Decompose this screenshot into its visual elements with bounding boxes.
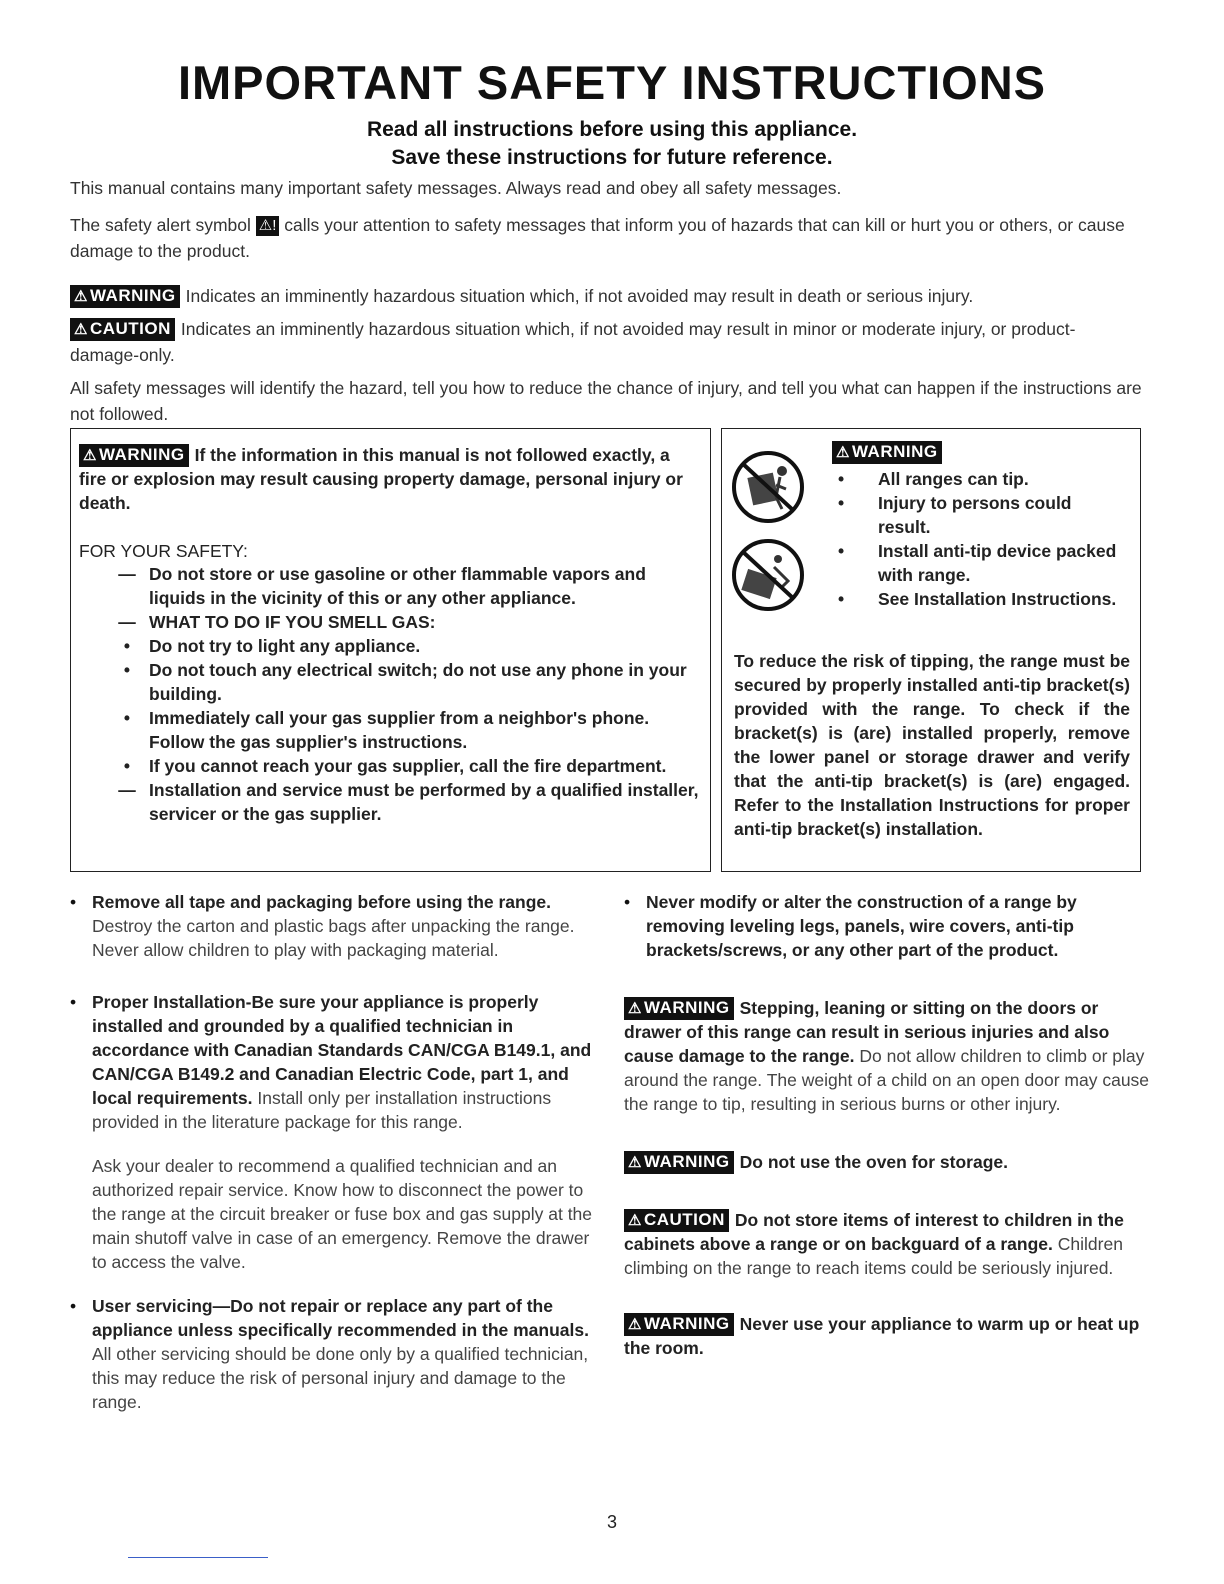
alert-triangle-icon: ⚠: [628, 1212, 642, 1229]
modify-item: • Never modify or alter the construction of a range by removing leveling legs, panels, wire covers, anti-tip brackets/screws, or any other part of the product.: [624, 892, 1077, 960]
caution-definition: [70, 316, 1130, 368]
dealer-paragraph: Ask your dealer to recommend a qualified technician and an authorized repair service. Know how to disconnect the power to the range at the circuit breaker or fuse box and gas supply at the main shutoff valve in case of an emergency. Remove the drawer to access the valve.: [92, 1156, 593, 1272]
subtitle-save: Save these instructions for future reference.: [391, 146, 833, 169]
warning-definition-text: Indicates an imminently hazardous situation which, if not avoided may result in death or serious injury.: [185, 286, 974, 306]
list-item: • See Installation Instructions.: [838, 589, 1117, 609]
warning-badge: ⚠ WARNING: [624, 997, 734, 1020]
page-title: IMPORTANT SAFETY INSTRUCTIONS: [177, 56, 1047, 109]
warning-definition: [70, 283, 1160, 309]
alert-triangle-icon: ⚠!: [256, 216, 280, 236]
alert-triangle-icon: ⚠: [836, 444, 850, 461]
left-column: [70, 890, 598, 1414]
right-column: [624, 890, 1152, 1360]
children-caution: ⚠ CAUTION Do not store items of interest to children in the cabinets above a range or on backguard of a range. Children climbing on the range to reach items could be seriously injured.: [624, 1210, 1124, 1278]
page-number: 3: [606, 1512, 617, 1532]
list-item: • Do not try to light any appliance.: [123, 636, 421, 656]
packaging-item: • Remove all tape and packaging before using the range. Destroy the carton and plastic bags after unpacking the range. Never allow children to play with packaging material.: [70, 892, 575, 960]
footer-rule: [128, 1557, 268, 1558]
for-your-safety-heading: FOR YOUR SAFETY:: [79, 541, 248, 561]
alert-triangle-icon: ⚠: [628, 1316, 642, 1333]
stepping-warning: ⚠ WARNING Stepping, leaning or sitting on the doors or drawer of this range can result in serious injuries and also cause damage to the range. Do not allow children to climb or play around the range. The weight of a child on an open door may cause the range to tip, resulting in serious burns or other injury.: [624, 998, 1150, 1114]
list-item: • Injury to persons could result.: [838, 493, 1072, 537]
gas-warning-box: [70, 428, 711, 872]
list-item: — WHAT TO DO IF YOU SMELL GAS:: [118, 612, 436, 632]
warning-badge: ⚠ WARNING: [624, 1151, 734, 1174]
no-tip-over-icon: [730, 449, 806, 525]
intro-p1: This manual contains many important safety messages. Always read and obey all safety messages.: [70, 178, 842, 198]
list-item: — Installation and service must be performed by a qualified installer, servicer or the gas supplier.: [118, 780, 699, 824]
gas-safety-list: [71, 562, 701, 826]
list-item: • Immediately call your gas supplier from a neighbor's phone. Follow the gas supplier's instructions.: [123, 708, 650, 752]
list-item: • Install anti-tip device packed with range.: [838, 541, 1117, 585]
tip-warning-box: [721, 428, 1141, 872]
intro-p2-a: The safety alert symbol: [70, 215, 251, 235]
list-item: • If you cannot reach your gas supplier, call the fire department.: [123, 756, 667, 776]
tip-warning-list: [834, 467, 1124, 611]
no-tip-door-icon: [730, 537, 806, 613]
alert-triangle-icon: ⚠: [628, 1000, 642, 1017]
installation-item: • Proper Installation-Be sure your appliance is properly installed and grounded by a qualified technician in accordance with Canadian Standards CAN/CGA B149.1, and CAN/CGA B149.2 and Canadian Electric Code, part 1, and local requirements. Install only per installation instructions provided in the literature package for this range.: [70, 992, 592, 1132]
warning-badge: ⚠ WARNING: [79, 444, 189, 467]
subtitle-read: Read all instructions before using this appliance.: [366, 118, 858, 141]
alert-triangle-icon: ⚠: [628, 1154, 642, 1171]
intro-p3: All safety messages will identify the hazard, tell you how to reduce the chance of injury, and tell you what can happen if the instructions are not followed.: [70, 378, 1142, 424]
list-item: • All ranges can tip.: [838, 469, 1029, 489]
list-item: — Do not store or use gasoline or other flammable vapors and liquids in the vicinity of this or any other appliance.: [118, 564, 646, 608]
alert-triangle-icon: ⚠: [74, 321, 88, 338]
list-item: • Do not touch any electrical switch; do not use any phone in your building.: [123, 660, 687, 704]
caution-badge: ⚠ CAUTION: [70, 318, 175, 341]
storage-warning: ⚠ WARNING Do not use the oven for storage.: [624, 1150, 1152, 1174]
gas-warning-lead-text: If the information in this manual is not followed exactly, a fire or explosion may result causing property damage, personal injury or death.: [79, 445, 683, 513]
gas-warning-lead: [79, 443, 699, 515]
tip-warning-badge-wrap: [832, 441, 948, 464]
warning-badge: ⚠ WARNING: [624, 1313, 734, 1336]
warning-badge: ⚠ WARNING: [70, 285, 180, 308]
caution-badge: ⚠ CAUTION: [624, 1209, 729, 1232]
warm-room-warning: ⚠ WARNING Never use your appliance to warm up or heat up the room.: [624, 1314, 1140, 1358]
intro-p2: [70, 212, 1130, 264]
user-servicing-item: • User servicing—Do not repair or replace any part of the appliance unless specifically recommended in the manuals. All other servicing should be done only by a qualified technician, this may reduce the risk of personal injury and damage to the range.: [70, 1296, 589, 1412]
alert-triangle-icon: ⚠: [83, 447, 97, 464]
intro-p2-b: calls your attention to safety messages that inform you of hazards that can kill or hurt you or others, or cause damage to the product.: [70, 215, 1125, 261]
caution-definition-text: Indicates an imminently hazardous situation which, if not avoided may result in minor or moderate injury, or product-damage-only.: [70, 319, 1076, 365]
tip-warning-paragraph: To reduce the risk of tipping, the range must be secured by properly installed anti-tip bracket(s) provided with the range. To check if the bracket(s) is (are) installed properly, remove the lower panel or storage drawer and verify that the anti-tip bracket(s) is (are) engaged. Refer to the Installation Instructions for proper anti-tip bracket(s) installation.: [734, 651, 1130, 839]
alert-triangle-icon: ⚠: [74, 288, 88, 305]
warning-badge: ⚠ WARNING: [832, 441, 942, 464]
